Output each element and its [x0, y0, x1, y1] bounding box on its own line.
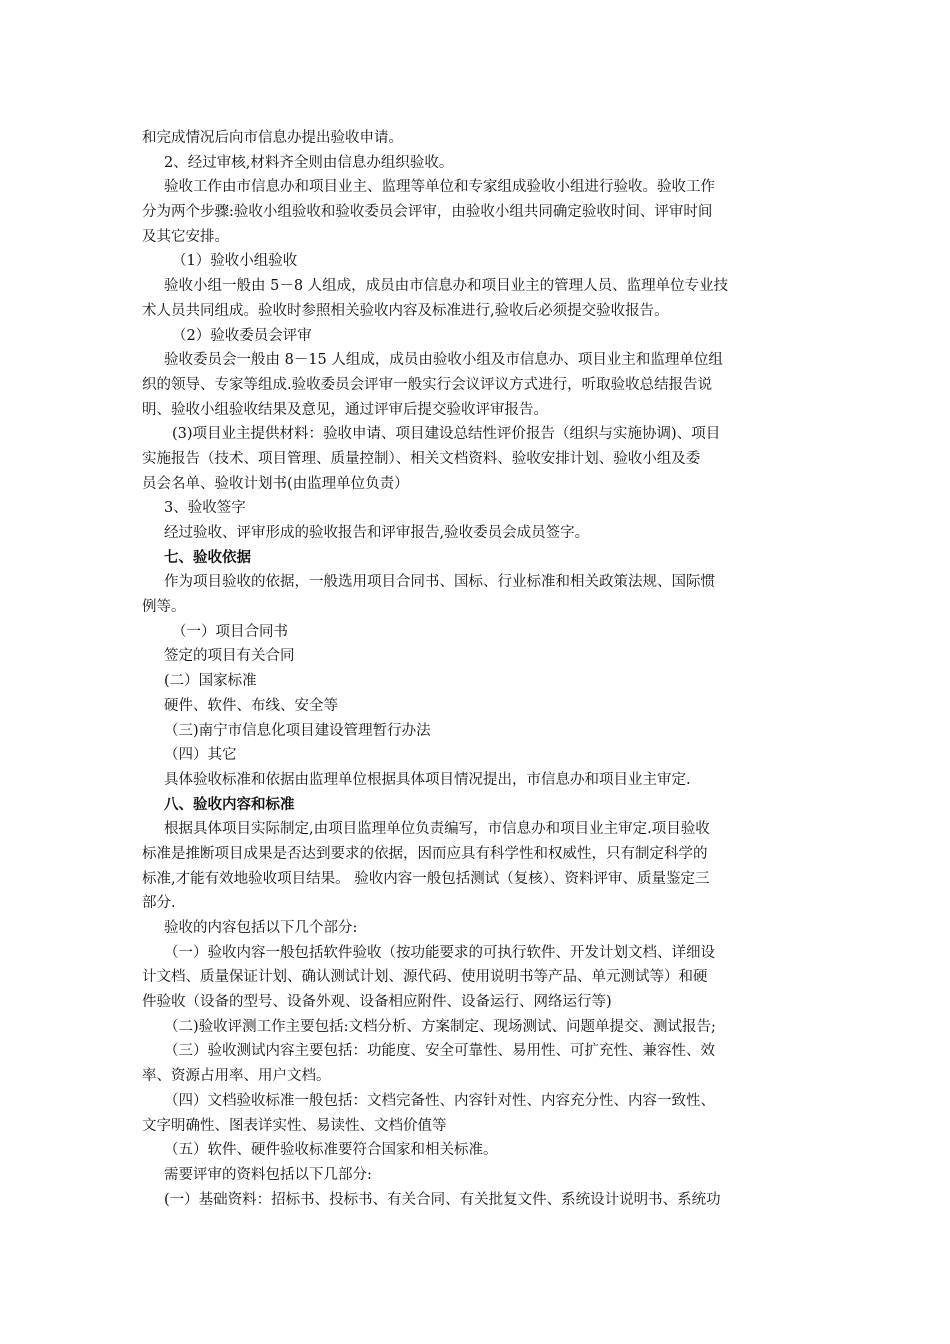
text-line: （四）其它: [164, 747, 237, 764]
text-line: 验收委员会一般由 8－15 人组成，成员由验收小组及市信息办、项目业主和监理单位组: [164, 352, 723, 369]
section-heading: 七、验收依据: [164, 548, 251, 566]
text-line: 经过验收、评审形成的验收报告和评审报告,验收委员会成员签字。: [164, 525, 590, 541]
text-line: 织的领导、专家等组成.验收委员会评审一般实行会议评议方式进行，听取验收总结报告说: [142, 376, 713, 393]
text-line: 需要评审的资料包括以下几部分:: [164, 1166, 372, 1183]
text-line: 验收的内容包括以下几个部分:: [164, 920, 358, 936]
text-line: 验收工作由市信息办和项目业主、监理等单位和专家组成验收小组进行验收。验收工作: [164, 179, 715, 196]
text-line: （二)验收评测工作主要包括:文档分析、方案制定、现场测试、问题单提交、测试报告;: [164, 1018, 716, 1035]
text-line: 2、经过审核,材料齐全则由信息办组织验收。: [164, 154, 454, 171]
text-line: 计文档、质量保证计划、确认测试计划、源代码、使用说明书等产品、单元测试等）和硬: [142, 969, 708, 986]
text-line: 分为两个步骤:验收小组验收和验收委员会评审，由验收小组共同确定验收时间、评审时间: [142, 204, 713, 221]
text-line: （2）验收委员会评审: [172, 327, 312, 344]
text-line: （一）项目合同书: [172, 623, 288, 640]
text-line: 根据具体项目实际制定,由项目监理单位负责编写，市信息办和项目业主审定.项目验收: [164, 821, 710, 838]
text-line: 员会名单、验收计划书(由监理单位负责）: [142, 475, 409, 492]
text-line: 标准是推断项目成果是否达到要求的依据，因而应具有科学性和权威性，只有制定科学的: [142, 845, 708, 862]
text-line: 具体验收标准和依据由监理单位根据具体项目情况提出，市信息办和项目业主审定.: [164, 771, 691, 788]
text-line: （五）软件、硬件验收标准要符合国家和相关标准。: [164, 1142, 498, 1159]
text-line: 术人员共同组成。验收时参照相关验收内容及标准进行,验收后必须提交验收报告。: [142, 302, 669, 319]
text-line: 和完成情况后向市信息办提出验收申请。: [142, 130, 403, 146]
section-heading: 八、验收内容和标准: [164, 795, 295, 813]
text-line: 例等。: [142, 599, 186, 616]
text-line: 及其它安排。: [142, 228, 229, 245]
text-line: 验收小组一般由 5－8 人组成，成员由市信息办和项目业主的管理人员、监理单位专业技: [164, 278, 729, 295]
text-line: 实施报告（技术、项目管理、质量控制）、相关文档资料、验收安排计划、验收小组及委: [142, 450, 701, 467]
text-line: 标准,才能有效地验收项目结果。 验收内容一般包括测试（复核）、资料评审、质量鉴定三: [142, 870, 710, 887]
text-line: 文字明确性、图表详实性、易读性、文档价值等: [142, 1117, 447, 1134]
text-line: (一）基础资料：招标书、投标书、有关合同、有关批复文件、系统设计说明书、系统功: [164, 1191, 721, 1208]
text-line: 签定的项目有关合同: [164, 648, 295, 665]
text-line: 作为项目验收的依据，一般选用项目合同书、国标、行业标准和相关政策法规、国际惯: [164, 574, 715, 591]
text-line: （一）验收内容一般包括软件验收（按功能要求的可执行软件、开发计划文档、详细设: [164, 944, 715, 961]
text-line: (3)项目业主提供材料：验收申请、项目建设总结性评价报告（组织与实施协调)、项目: [172, 426, 721, 443]
text-line: 硬件、软件、布线、安全等: [164, 697, 338, 714]
text-line: 3、验收签字: [164, 500, 246, 517]
text-line: 明、验收小组验收结果及意见，通过评审后提交验收评审报告。: [142, 401, 548, 418]
document-body: [142, 126, 812, 1212]
text-line: 件验收（设备的型号、设备外观、设备相应附件、设备运行、网络运行等): [142, 994, 612, 1011]
text-line: （三）验收测试内容主要包括：功能度、安全可靠性、易用性、可扩充性、兼容性、效: [164, 1043, 715, 1060]
text-line: （四）文档验收标准一般包括：文档完备性、内容针对性、内容充分性、内容一致性、: [164, 1092, 715, 1109]
text-line: 部分.: [142, 895, 176, 912]
text-line: （三)南宁市信息化项目建设管理暂行办法: [164, 722, 431, 739]
text-line: （1）验收小组验收: [172, 253, 298, 270]
text-line: (二）国家标准: [164, 673, 257, 690]
text-line: 率、资源占用率、用户文档。: [142, 1068, 331, 1085]
